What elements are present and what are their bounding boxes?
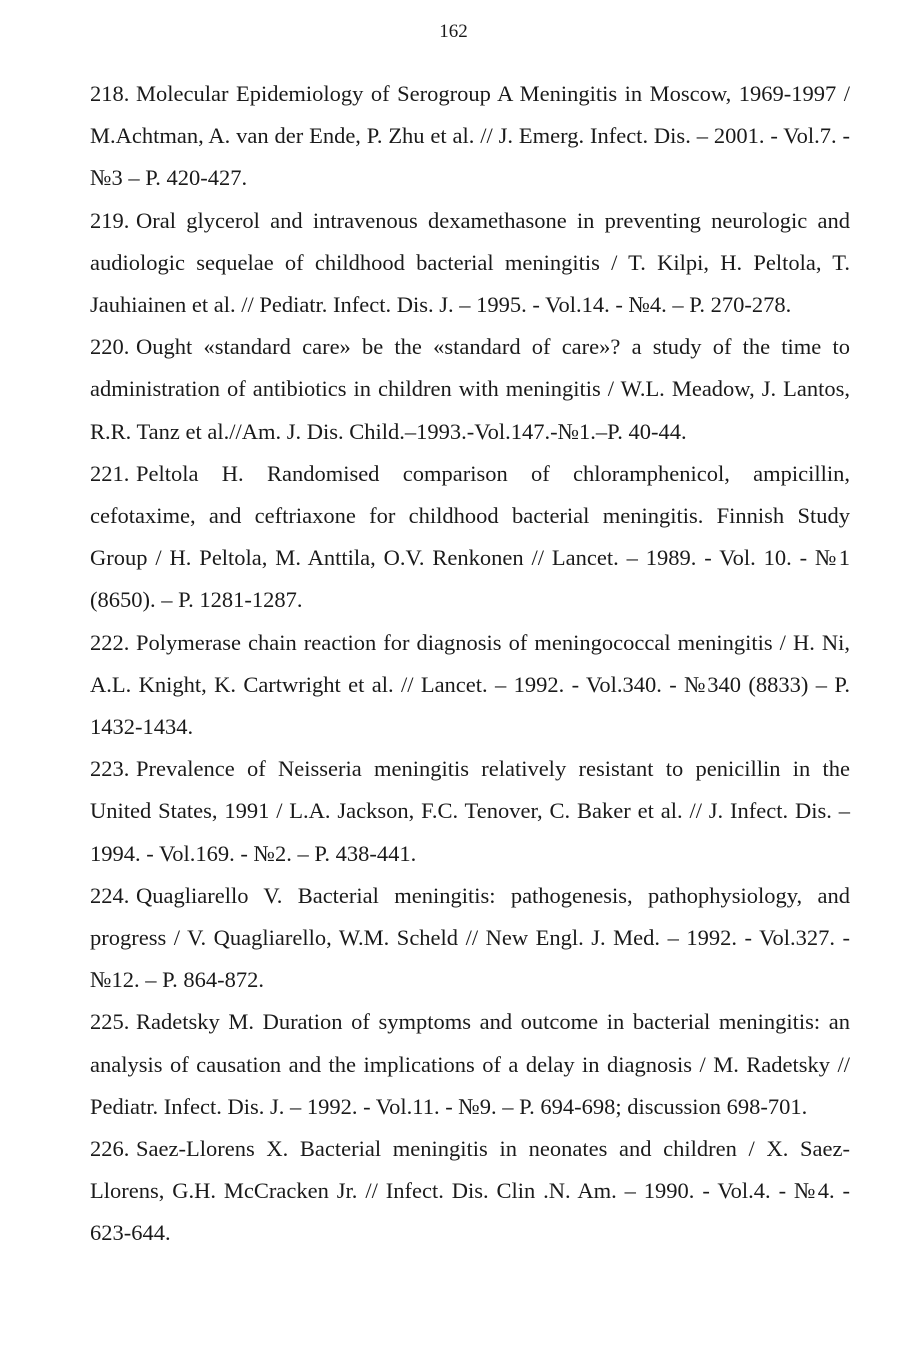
reference-item (90, 875, 850, 1002)
reference-number: 222. (90, 629, 130, 655)
reference-text: Radetsky M. Duration of symptoms and outcome in bacterial meningitis: an analysis of causation and the implications of a delay in diagnosis / M. Radetsky // Pediatr. Infect. Dis. J. – 1992. - Vol.11. - №9. – P. 694-698; discussion 698-701. (90, 1009, 850, 1119)
reference-item (90, 622, 850, 749)
reference-item (90, 1128, 850, 1255)
reference-item (90, 748, 850, 875)
reference-item (90, 200, 850, 327)
reference-number: 219. (90, 207, 130, 233)
reference-list (90, 73, 850, 1255)
reference-text: Peltola H. Randomised comparison of chloramphenicol, ampicillin, cefotaxime, and ceftriaxone for childhood bacterial meningitis. Finnish Study Group / H. Peltola, M. Anttila, O.V. Renkonen // Lancet. – 1989. - Vol. 10. - №1 (8650). – P. 1281-1287. (90, 460, 850, 613)
reference-number: 220. (90, 334, 130, 360)
reference-item (90, 453, 850, 622)
reference-text: Saez-Llorens X. Bacterial meningitis in neonates and children / X. Saez-Llorens, G.H. McCracken Jr. // Infect. Dis. Clin .N. Am. – 1990. - Vol.4. - №4. - 623-644. (90, 1136, 850, 1246)
reference-text: Prevalence of Neisseria meningitis relatively resistant to penicillin in the United States, 1991 / L.A. Jackson, F.C. Tenover, C. Baker et al. // J. Infect. Dis. – 1994. - Vol.169. - №2. – P. 438-441. (90, 756, 850, 866)
reference-text: Polymerase chain reaction for diagnosis of meningococcal meningitis / H. Ni, A.L. Knight, K. Cartwright et al. // Lancet. – 1992. - Vol.340. - №340 (8833) – P. 1432-1434. (90, 629, 850, 740)
reference-text: Oral glycerol and intravenous dexamethasone in preventing neurologic and audiologic sequelae of childhood bacterial meningitis / T. Kilpi, H. Peltola, T. Jauhiainen et al. // Pediatr. Infect. Dis. J. – 1995. - Vol.14. - №4. – P. 270-278. (90, 207, 850, 318)
reference-number: 221. (90, 460, 130, 486)
reference-number: 218. (90, 81, 130, 106)
reference-number: 223. (90, 756, 130, 782)
reference-number: 224. (90, 882, 130, 908)
reference-item (90, 326, 850, 453)
reference-number: 226. (90, 1136, 130, 1162)
reference-item (90, 1001, 850, 1128)
reference-text: Ought «standard care» be the «standard of care»? a study of the time to administration of antibiotics in children with meningitis / W.L. Meadow, J. Lantos, R.R. Tanz et al.//Am. J. Dis. Child.–1993.-Vol.147.-№1.–P. 40-44. (90, 334, 850, 444)
reference-text: Molecular Epidemiology of Serogroup A Meningitis in Moscow, 1969-1997 / M.Achtman, A. van der Ende, P. Zhu et al. // J. Emerg. Infect. Dis. – 2001. - Vol.7. -№3 – P. 420-427. (90, 81, 850, 191)
page-number: 162 (439, 21, 468, 42)
reference-number: 225. (90, 1009, 130, 1035)
reference-item (90, 73, 850, 200)
reference-text: Quagliarello V. Bacterial meningitis: pathogenesis, pathophysiology, and progress / V. Quagliarello, W.M. Scheld // New Engl. J. Med. – 1992. - Vol.327. - №12. – P. 864-872. (90, 882, 850, 993)
